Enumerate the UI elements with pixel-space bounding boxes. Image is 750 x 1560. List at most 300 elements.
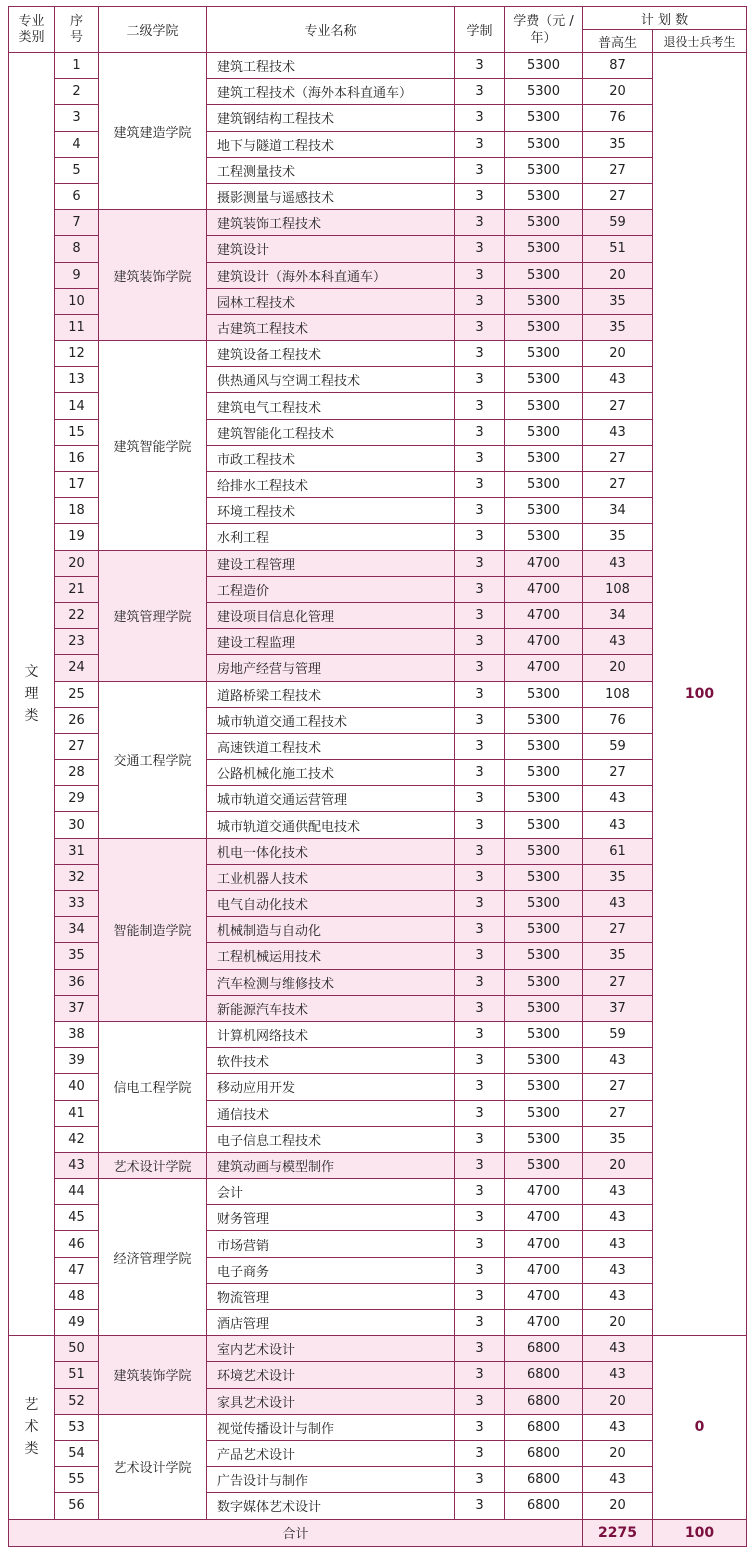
seq-cell: 55 [55, 1467, 99, 1493]
major-cell: 市政工程技术 [207, 445, 455, 471]
seq-cell: 2 [55, 79, 99, 105]
major-cell: 新能源汽车技术 [207, 995, 455, 1021]
major-cell: 地下与隧道工程技术 [207, 131, 455, 157]
fee-cell: 5300 [505, 472, 583, 498]
general-quota-cell: 35 [583, 943, 653, 969]
general-quota-cell: 61 [583, 838, 653, 864]
duration-cell: 3 [455, 760, 505, 786]
general-quota-cell: 43 [583, 419, 653, 445]
major-cell: 市场营销 [207, 1231, 455, 1257]
duration-cell: 3 [455, 1257, 505, 1283]
fee-cell: 4700 [505, 629, 583, 655]
major-cell: 电子信息工程技术 [207, 1126, 455, 1152]
fee-cell: 4700 [505, 576, 583, 602]
fee-cell: 5300 [505, 864, 583, 890]
general-quota-cell: 27 [583, 917, 653, 943]
duration-cell: 3 [455, 79, 505, 105]
fee-cell: 5300 [505, 183, 583, 209]
seq-cell: 35 [55, 943, 99, 969]
duration-cell: 3 [455, 1283, 505, 1309]
fee-cell: 4700 [505, 1257, 583, 1283]
total-veteran: 100 [653, 1519, 747, 1546]
duration-cell: 3 [455, 1021, 505, 1047]
fee-cell: 6800 [505, 1493, 583, 1519]
fee-cell: 4700 [505, 1179, 583, 1205]
table-row [9, 681, 747, 707]
general-quota-cell: 27 [583, 1100, 653, 1126]
major-cell: 数字媒体艺术设计 [207, 1493, 455, 1519]
major-cell: 环境工程技术 [207, 498, 455, 524]
fee-cell: 5300 [505, 733, 583, 759]
veteran-quota-cell: 100 [653, 53, 747, 1336]
seq-cell: 40 [55, 1074, 99, 1100]
seq-cell: 48 [55, 1283, 99, 1309]
header-plan: 计 划 数 [583, 7, 747, 30]
seq-cell: 31 [55, 838, 99, 864]
duration-cell: 3 [455, 53, 505, 79]
fee-cell: 5300 [505, 105, 583, 131]
duration-cell: 3 [455, 262, 505, 288]
duration-cell: 3 [455, 891, 505, 917]
duration-cell: 3 [455, 550, 505, 576]
major-cell: 工程造价 [207, 576, 455, 602]
fee-cell: 4700 [505, 1205, 583, 1231]
college-cell: 建筑智能学院 [99, 341, 207, 551]
duration-cell: 3 [455, 314, 505, 340]
fee-cell: 5300 [505, 969, 583, 995]
fee-cell: 4700 [505, 1283, 583, 1309]
duration-cell: 3 [455, 367, 505, 393]
seq-cell: 13 [55, 367, 99, 393]
general-quota-cell: 43 [583, 1467, 653, 1493]
header-plan-general: 普高生 [583, 30, 653, 53]
major-cell: 汽车检测与维修技术 [207, 969, 455, 995]
general-quota-cell: 76 [583, 707, 653, 733]
fee-cell: 5300 [505, 1100, 583, 1126]
duration-cell: 3 [455, 1414, 505, 1440]
total-general: 2275 [583, 1519, 653, 1546]
seq-cell: 19 [55, 524, 99, 550]
major-cell: 水利工程 [207, 524, 455, 550]
fee-cell: 5300 [505, 157, 583, 183]
general-quota-cell: 43 [583, 1414, 653, 1440]
duration-cell: 3 [455, 1388, 505, 1414]
fee-cell: 5300 [505, 1048, 583, 1074]
seq-cell: 23 [55, 629, 99, 655]
major-cell: 建筑设备工程技术 [207, 341, 455, 367]
seq-cell: 39 [55, 1048, 99, 1074]
total-row [9, 1519, 747, 1546]
general-quota-cell: 43 [583, 1257, 653, 1283]
duration-cell: 3 [455, 917, 505, 943]
general-quota-cell: 59 [583, 733, 653, 759]
college-cell: 信电工程学院 [99, 1021, 207, 1152]
general-quota-cell: 27 [583, 1074, 653, 1100]
general-quota-cell: 51 [583, 236, 653, 262]
fee-cell: 5300 [505, 341, 583, 367]
major-cell: 建筑动画与模型制作 [207, 1152, 455, 1178]
general-quota-cell: 59 [583, 1021, 653, 1047]
major-cell: 通信技术 [207, 1100, 455, 1126]
fee-cell: 5300 [505, 445, 583, 471]
duration-cell: 3 [455, 1231, 505, 1257]
duration-cell: 3 [455, 1152, 505, 1178]
fee-cell: 5300 [505, 524, 583, 550]
seq-cell: 24 [55, 655, 99, 681]
seq-cell: 29 [55, 786, 99, 812]
duration-cell: 3 [455, 472, 505, 498]
table-row [9, 1021, 747, 1047]
category-cell: 文理类 [9, 53, 55, 1336]
header-plan-veteran: 退役士兵考生 [653, 30, 747, 53]
major-cell: 移动应用开发 [207, 1074, 455, 1100]
duration-cell: 3 [455, 1467, 505, 1493]
college-cell: 艺术设计学院 [99, 1152, 207, 1178]
fee-cell: 5300 [505, 498, 583, 524]
general-quota-cell: 20 [583, 655, 653, 681]
seq-cell: 12 [55, 341, 99, 367]
seq-cell: 54 [55, 1440, 99, 1466]
major-cell: 会计 [207, 1179, 455, 1205]
duration-cell: 3 [455, 707, 505, 733]
major-cell: 财务管理 [207, 1205, 455, 1231]
table-row [9, 210, 747, 236]
fee-cell: 6800 [505, 1467, 583, 1493]
seq-cell: 34 [55, 917, 99, 943]
fee-cell: 5300 [505, 707, 583, 733]
major-cell: 建筑智能化工程技术 [207, 419, 455, 445]
fee-cell: 4700 [505, 602, 583, 628]
duration-cell: 3 [455, 393, 505, 419]
duration-cell: 3 [455, 445, 505, 471]
fee-cell: 5300 [505, 419, 583, 445]
enrollment-plan-table-container [8, 6, 746, 1547]
seq-cell: 14 [55, 393, 99, 419]
major-cell: 建筑工程技术 [207, 53, 455, 79]
general-quota-cell: 35 [583, 131, 653, 157]
fee-cell: 5300 [505, 53, 583, 79]
seq-cell: 46 [55, 1231, 99, 1257]
duration-cell: 3 [455, 969, 505, 995]
header-college: 二级学院 [99, 7, 207, 53]
header-duration: 学制 [455, 7, 505, 53]
seq-cell: 42 [55, 1126, 99, 1152]
general-quota-cell: 43 [583, 1362, 653, 1388]
major-cell: 园林工程技术 [207, 288, 455, 314]
fee-cell: 5300 [505, 760, 583, 786]
general-quota-cell: 59 [583, 210, 653, 236]
major-cell: 家具艺术设计 [207, 1388, 455, 1414]
major-cell: 机电一体化技术 [207, 838, 455, 864]
major-cell: 电子商务 [207, 1257, 455, 1283]
table-row [9, 1336, 747, 1362]
total-label: 合计 [9, 1519, 583, 1546]
general-quota-cell: 20 [583, 1388, 653, 1414]
major-cell: 建设工程监理 [207, 629, 455, 655]
seq-cell: 17 [55, 472, 99, 498]
duration-cell: 3 [455, 1205, 505, 1231]
duration-cell: 3 [455, 1362, 505, 1388]
general-quota-cell: 20 [583, 1152, 653, 1178]
seq-cell: 20 [55, 550, 99, 576]
seq-cell: 9 [55, 262, 99, 288]
major-cell: 软件技术 [207, 1048, 455, 1074]
table-row [9, 1152, 747, 1178]
major-cell: 城市轨道交通运营管理 [207, 786, 455, 812]
general-quota-cell: 35 [583, 1126, 653, 1152]
fee-cell: 6800 [505, 1388, 583, 1414]
table-row [9, 1179, 747, 1205]
major-cell: 建筑装饰工程技术 [207, 210, 455, 236]
fee-cell: 5300 [505, 367, 583, 393]
fee-cell: 6800 [505, 1440, 583, 1466]
seq-cell: 43 [55, 1152, 99, 1178]
fee-cell: 5300 [505, 314, 583, 340]
seq-cell: 18 [55, 498, 99, 524]
major-cell: 建筑设计 [207, 236, 455, 262]
fee-cell: 5300 [505, 681, 583, 707]
enrollment-plan-table [8, 6, 747, 1547]
major-cell: 公路机械化施工技术 [207, 760, 455, 786]
fee-cell: 4700 [505, 1310, 583, 1336]
seq-cell: 52 [55, 1388, 99, 1414]
general-quota-cell: 20 [583, 1440, 653, 1466]
fee-cell: 5300 [505, 131, 583, 157]
fee-cell: 5300 [505, 210, 583, 236]
seq-cell: 26 [55, 707, 99, 733]
fee-cell: 5300 [505, 79, 583, 105]
duration-cell: 3 [455, 105, 505, 131]
duration-cell: 3 [455, 210, 505, 236]
header-major: 专业名称 [207, 7, 455, 53]
duration-cell: 3 [455, 838, 505, 864]
college-cell: 交通工程学院 [99, 681, 207, 838]
duration-cell: 3 [455, 629, 505, 655]
duration-cell: 3 [455, 498, 505, 524]
major-cell: 建筑电气工程技术 [207, 393, 455, 419]
duration-cell: 3 [455, 602, 505, 628]
general-quota-cell: 43 [583, 1205, 653, 1231]
seq-cell: 21 [55, 576, 99, 602]
duration-cell: 3 [455, 1074, 505, 1100]
seq-cell: 5 [55, 157, 99, 183]
seq-cell: 1 [55, 53, 99, 79]
table-row [9, 53, 747, 79]
fee-cell: 5300 [505, 262, 583, 288]
major-cell: 机械制造与自动化 [207, 917, 455, 943]
fee-cell: 6800 [505, 1362, 583, 1388]
fee-cell: 6800 [505, 1414, 583, 1440]
general-quota-cell: 20 [583, 262, 653, 288]
major-cell: 电气自动化技术 [207, 891, 455, 917]
seq-cell: 45 [55, 1205, 99, 1231]
duration-cell: 3 [455, 236, 505, 262]
seq-cell: 16 [55, 445, 99, 471]
table-body [9, 53, 747, 1547]
major-cell: 建筑工程技术（海外本科直通车） [207, 79, 455, 105]
duration-cell: 3 [455, 1100, 505, 1126]
fee-cell: 5300 [505, 1074, 583, 1100]
general-quota-cell: 35 [583, 524, 653, 550]
fee-cell: 5300 [505, 891, 583, 917]
duration-cell: 3 [455, 1126, 505, 1152]
major-cell: 城市轨道交通供配电技术 [207, 812, 455, 838]
seq-cell: 22 [55, 602, 99, 628]
general-quota-cell: 43 [583, 550, 653, 576]
general-quota-cell: 37 [583, 995, 653, 1021]
major-cell: 广告设计与制作 [207, 1467, 455, 1493]
seq-cell: 10 [55, 288, 99, 314]
seq-cell: 4 [55, 131, 99, 157]
seq-cell: 28 [55, 760, 99, 786]
duration-cell: 3 [455, 1179, 505, 1205]
duration-cell: 3 [455, 1336, 505, 1362]
general-quota-cell: 43 [583, 812, 653, 838]
general-quota-cell: 27 [583, 393, 653, 419]
major-cell: 城市轨道交通工程技术 [207, 707, 455, 733]
fee-cell: 4700 [505, 655, 583, 681]
duration-cell: 3 [455, 733, 505, 759]
general-quota-cell: 27 [583, 472, 653, 498]
general-quota-cell: 20 [583, 79, 653, 105]
seq-cell: 30 [55, 812, 99, 838]
table-row [9, 550, 747, 576]
fee-cell: 4700 [505, 1231, 583, 1257]
general-quota-cell: 43 [583, 1231, 653, 1257]
general-quota-cell: 20 [583, 1310, 653, 1336]
general-quota-cell: 108 [583, 576, 653, 602]
seq-cell: 33 [55, 891, 99, 917]
seq-cell: 49 [55, 1310, 99, 1336]
seq-cell: 7 [55, 210, 99, 236]
major-cell: 产品艺术设计 [207, 1440, 455, 1466]
fee-cell: 5300 [505, 786, 583, 812]
college-cell: 建筑装饰学院 [99, 210, 207, 341]
seq-cell: 11 [55, 314, 99, 340]
fee-cell: 5300 [505, 943, 583, 969]
general-quota-cell: 35 [583, 288, 653, 314]
duration-cell: 3 [455, 812, 505, 838]
major-cell: 视觉传播设计与制作 [207, 1414, 455, 1440]
fee-cell: 5300 [505, 1126, 583, 1152]
general-quota-cell: 27 [583, 445, 653, 471]
general-quota-cell: 43 [583, 367, 653, 393]
fee-cell: 5300 [505, 236, 583, 262]
fee-cell: 5300 [505, 917, 583, 943]
duration-cell: 3 [455, 786, 505, 812]
college-cell: 建筑建造学院 [99, 53, 207, 210]
fee-cell: 6800 [505, 1336, 583, 1362]
seq-cell: 36 [55, 969, 99, 995]
duration-cell: 3 [455, 1048, 505, 1074]
seq-cell: 44 [55, 1179, 99, 1205]
category-cell: 艺术类 [9, 1336, 55, 1519]
general-quota-cell: 27 [583, 969, 653, 995]
major-cell: 道路桥梁工程技术 [207, 681, 455, 707]
general-quota-cell: 27 [583, 183, 653, 209]
fee-cell: 5300 [505, 1021, 583, 1047]
major-cell: 工业机器人技术 [207, 864, 455, 890]
general-quota-cell: 43 [583, 891, 653, 917]
duration-cell: 3 [455, 183, 505, 209]
general-quota-cell: 34 [583, 602, 653, 628]
college-cell: 经济管理学院 [99, 1179, 207, 1336]
duration-cell: 3 [455, 655, 505, 681]
major-cell: 环境艺术设计 [207, 1362, 455, 1388]
major-cell: 古建筑工程技术 [207, 314, 455, 340]
table-row [9, 838, 747, 864]
general-quota-cell: 34 [583, 498, 653, 524]
seq-cell: 50 [55, 1336, 99, 1362]
major-cell: 酒店管理 [207, 1310, 455, 1336]
major-cell: 工程机械运用技术 [207, 943, 455, 969]
general-quota-cell: 108 [583, 681, 653, 707]
seq-cell: 32 [55, 864, 99, 890]
seq-cell: 3 [55, 105, 99, 131]
duration-cell: 3 [455, 1440, 505, 1466]
seq-cell: 27 [55, 733, 99, 759]
seq-cell: 38 [55, 1021, 99, 1047]
general-quota-cell: 87 [583, 53, 653, 79]
general-quota-cell: 27 [583, 157, 653, 183]
major-cell: 给排水工程技术 [207, 472, 455, 498]
major-cell: 摄影测量与遥感技术 [207, 183, 455, 209]
seq-cell: 6 [55, 183, 99, 209]
duration-cell: 3 [455, 995, 505, 1021]
general-quota-cell: 43 [583, 786, 653, 812]
duration-cell: 3 [455, 576, 505, 602]
general-quota-cell: 35 [583, 864, 653, 890]
general-quota-cell: 43 [583, 629, 653, 655]
table-row [9, 341, 747, 367]
veteran-quota-cell: 0 [653, 1336, 747, 1519]
major-cell: 供热通风与空调工程技术 [207, 367, 455, 393]
general-quota-cell: 43 [583, 1048, 653, 1074]
major-cell: 建设项目信息化管理 [207, 602, 455, 628]
duration-cell: 3 [455, 943, 505, 969]
fee-cell: 4700 [505, 550, 583, 576]
general-quota-cell: 76 [583, 105, 653, 131]
college-cell: 智能制造学院 [99, 838, 207, 1021]
fee-cell: 5300 [505, 393, 583, 419]
seq-cell: 56 [55, 1493, 99, 1519]
seq-cell: 51 [55, 1362, 99, 1388]
major-cell: 室内艺术设计 [207, 1336, 455, 1362]
seq-cell: 53 [55, 1414, 99, 1440]
college-cell: 艺术设计学院 [99, 1414, 207, 1519]
major-cell: 建设工程管理 [207, 550, 455, 576]
duration-cell: 3 [455, 524, 505, 550]
seq-cell: 41 [55, 1100, 99, 1126]
duration-cell: 3 [455, 1310, 505, 1336]
general-quota-cell: 35 [583, 314, 653, 340]
seq-cell: 37 [55, 995, 99, 1021]
duration-cell: 3 [455, 681, 505, 707]
major-cell: 物流管理 [207, 1283, 455, 1309]
general-quota-cell: 20 [583, 341, 653, 367]
fee-cell: 5300 [505, 995, 583, 1021]
general-quota-cell: 43 [583, 1283, 653, 1309]
general-quota-cell: 27 [583, 760, 653, 786]
fee-cell: 5300 [505, 812, 583, 838]
major-cell: 高速铁道工程技术 [207, 733, 455, 759]
duration-cell: 3 [455, 1493, 505, 1519]
duration-cell: 3 [455, 341, 505, 367]
seq-cell: 8 [55, 236, 99, 262]
major-cell: 工程测量技术 [207, 157, 455, 183]
college-cell: 建筑装饰学院 [99, 1336, 207, 1415]
major-cell: 建筑钢结构工程技术 [207, 105, 455, 131]
